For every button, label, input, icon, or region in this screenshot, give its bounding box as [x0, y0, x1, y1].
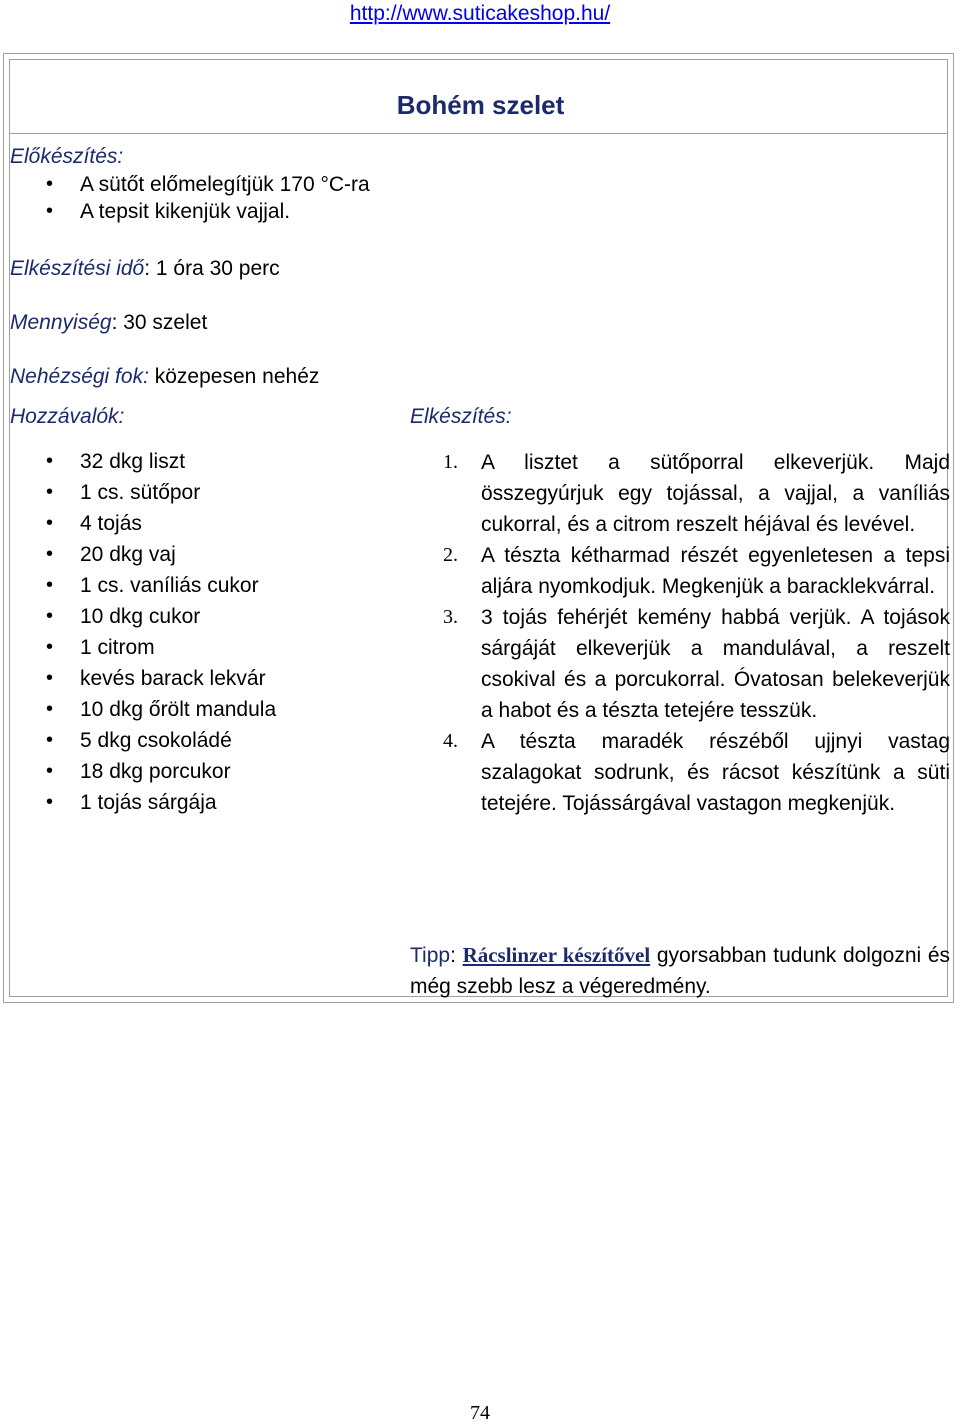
tip-label: Tipp [410, 944, 451, 967]
prep-item-text: A tepsit kikenjük vajjal. [80, 200, 291, 223]
ingredient-text: 1 citrom [80, 636, 155, 659]
tip-text: gyorsabban tudunk dolgozni és még szebb lesz a végeredmény. [410, 944, 950, 998]
ingredient-item [10, 725, 400, 756]
time-row [10, 254, 280, 284]
step-number: 1. [443, 451, 458, 473]
step-number: 3. [443, 606, 458, 628]
method-step [440, 447, 950, 540]
title-row [9, 59, 948, 134]
ingredient-text: 1 tojás sárgája [80, 791, 217, 814]
ingredient-item [10, 570, 400, 601]
ingredient-item [10, 787, 400, 818]
quantity-value: : 30 szelet [111, 311, 208, 334]
ingredient-item [10, 446, 400, 477]
ingredient-item [10, 508, 400, 539]
ingredient-text: 1 cs. sütőpor [80, 481, 201, 504]
ingredients-list [10, 446, 400, 818]
ingredient-item [10, 601, 400, 632]
site-url-link[interactable]: http://www.suticakeshop.hu/ [349, 2, 611, 25]
ingredient-item [10, 756, 400, 787]
ingredients-label: Hozzávalók: [10, 405, 125, 428]
ingredient-item [10, 477, 400, 508]
time-value: : 1 óra 30 perc [144, 257, 280, 280]
prep-label: Előkészítés: [10, 145, 124, 168]
step-text: A lisztet a sütőporral elkeverjük. Majd összegyúrjuk egy tojással, a vajjal, a vaníliás cukorral, és a citrom reszelt héjával és levével. [481, 451, 950, 536]
step-text: A tészta kétharmad részét egyenletesen a tepsi aljára nyomkodjuk. Megkenjük a baracklekvárral. [481, 544, 950, 598]
ingredient-text: 10 dkg őrölt mandula [80, 698, 277, 721]
rácslinzer-link[interactable]: Rácslinzer készítővel [462, 943, 651, 967]
ingredient-text: 5 dkg csokoládé [80, 729, 232, 752]
step-number: 2. [443, 544, 458, 566]
quantity-label: Mennyiség [10, 311, 112, 334]
ingredient-text: 32 dkg liszt [80, 450, 186, 473]
prep-list [10, 171, 400, 225]
step-number: 4. [443, 730, 458, 752]
ingredient-text: 20 dkg vaj [80, 543, 176, 566]
method-step [440, 726, 950, 819]
ingredient-text: 18 dkg porcukor [80, 760, 231, 783]
ingredient-item [10, 694, 400, 725]
ingredient-item [10, 632, 400, 663]
ingredient-text: 1 cs. vaníliás cukor [80, 574, 259, 597]
recipe-title: Bohém szelet [396, 90, 565, 120]
step-text: A tészta maradék részéből ujjnyi vastag szalagokat sodrunk, és rácsot készítünk a süti tetejére. Tojássárgával vastagon megkenjük. [481, 730, 950, 815]
ingredient-item [10, 539, 400, 570]
step-text: 3 tojás fehérjét kemény habbá verjük. A tojások sárgáját elkeverjük a mandulával, a reszelt csokival és a porcukorral. Óvatosan belekeverjük a habot és a tészta tetejére tesszük. [481, 606, 950, 722]
page-number: 74 [470, 1402, 490, 1424]
tip-colon: : [450, 944, 463, 967]
difficulty-value: közepesen nehéz [148, 365, 320, 388]
difficulty-label: Nehézségi fok: [10, 365, 149, 388]
prep-item-text: A sütőt előmelegítjük 170 °C-ra [80, 173, 370, 196]
ingredient-text: 4 tojás [80, 512, 142, 535]
ingredient-text: 10 dkg cukor [80, 605, 201, 628]
tip-paragraph [410, 940, 950, 1002]
method-steps [440, 447, 950, 819]
prep-item [10, 171, 400, 198]
method-step [440, 602, 950, 726]
quantity-row [10, 308, 207, 338]
method-step [440, 540, 950, 602]
time-label: Elkészítési idő [10, 257, 145, 280]
method-label: Elkészítés: [410, 405, 512, 428]
difficulty-row [10, 362, 319, 392]
prep-item [10, 198, 400, 225]
ingredient-text: kevés barack lekvár [80, 667, 266, 690]
ingredient-item [10, 663, 400, 694]
